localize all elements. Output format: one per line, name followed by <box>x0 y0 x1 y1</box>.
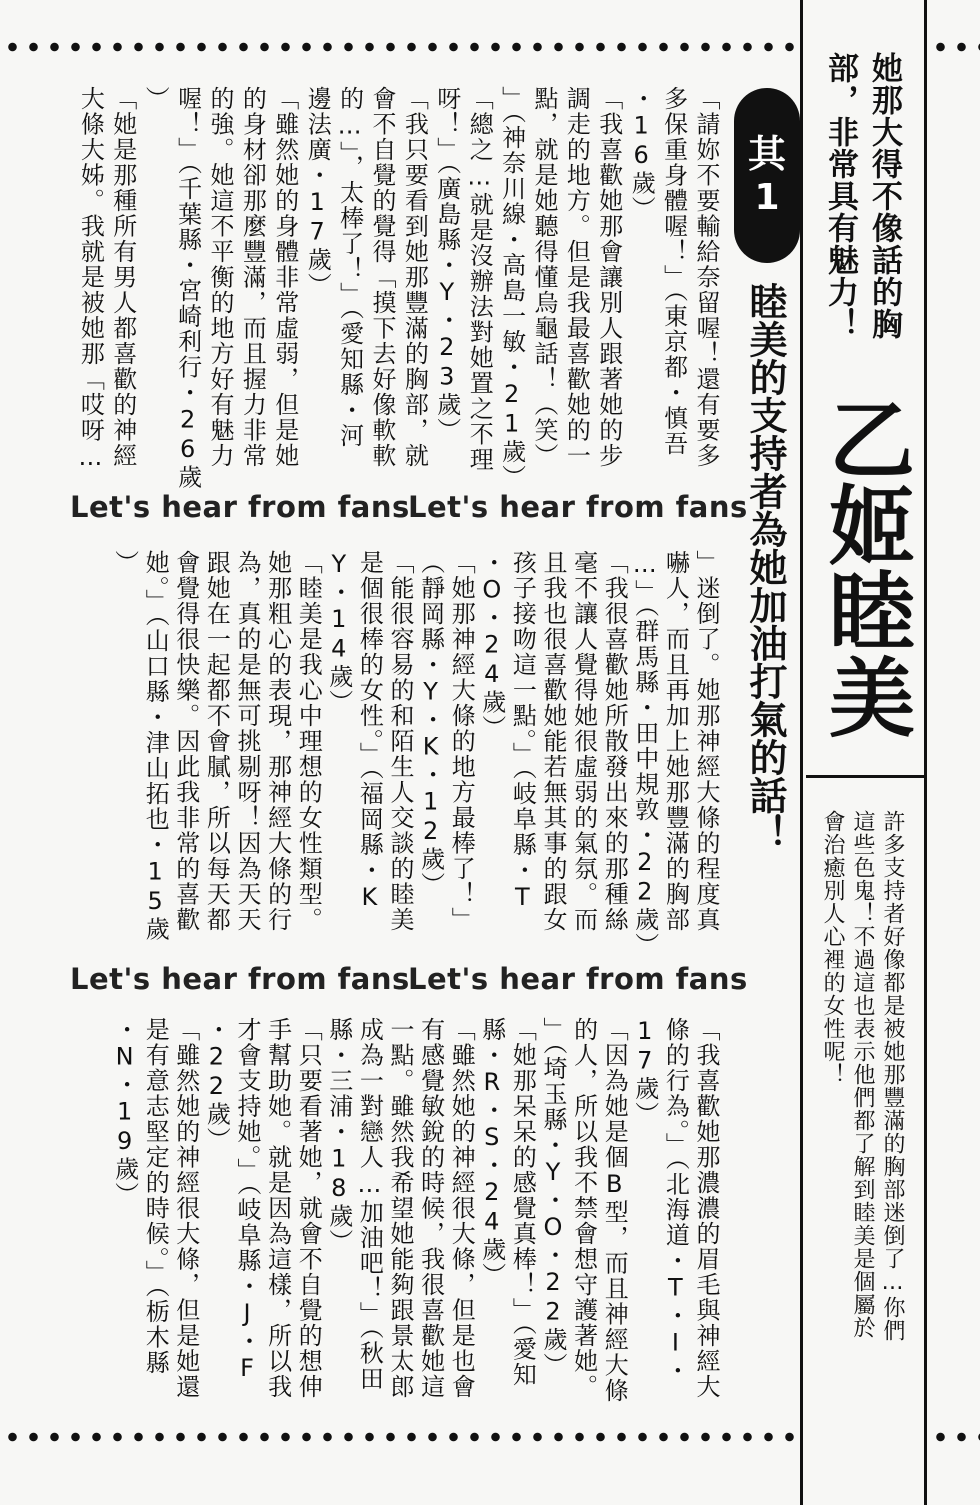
fans-banner-2a: Let's hear from fans <box>70 962 410 996</box>
section2-line: 是個很棒的女性。」（福岡縣・K <box>355 550 384 913</box>
section3-line: 「雖然她的神經很大條，但是也會 <box>447 1017 476 1400</box>
section3-line: 成為一對戀人…加油吧！」（秋田 <box>355 1017 384 1392</box>
section1-line: 喔！」（千葉縣・宮崎利行・26歲 <box>173 86 202 490</box>
side-tagline-line-2: 部，非常具有魅力！ <box>822 52 858 340</box>
section2-line: ・O・24歲） <box>477 550 506 741</box>
section2-line: 會覺得很快樂。因此我非常的喜歡 <box>171 550 200 933</box>
section2-line: 毫不讓人覺得她很虛弱的氣氛。而 <box>569 550 598 933</box>
section2-line: 跟她在一起都不會膩，所以每天都 <box>202 550 231 933</box>
side-frame-line <box>924 0 927 1505</box>
section1-line: 的身材卻那麼豐滿，而且握力非常 <box>238 86 267 469</box>
section1-line: 「我喜歡她那會讓別人跟著她的步 <box>594 86 623 469</box>
section2-line: 「我很喜歡她所散發出來的那種絲 <box>600 550 629 933</box>
character-name: 乙姬睦美 <box>814 395 914 739</box>
section3-line: 是有意志堅定的時候。」（栃木縣 <box>141 1017 170 1376</box>
section1-line: 邊法廣・17歲） <box>303 86 332 298</box>
section3-line: 「只要看著她，就會不自覺的想伸 <box>294 1017 323 1400</box>
section1-line: 點，就是她聽得懂烏龜話！（笑） <box>530 86 558 469</box>
side-tagline-line-1: 她那大得不像話的胸 <box>866 52 902 340</box>
section-subtitle: 睦美的支持者為她加油打氣的話！ <box>743 282 787 852</box>
section1-line: 調走的地方。但是我最喜歡她的一 <box>562 86 591 469</box>
top-right-dot-border <box>930 40 980 54</box>
section3-line: 」（埼玉縣・Y・O・22歲） <box>539 1017 567 1378</box>
section1-line: 的…」，太棒了！」（愛知縣・河 <box>335 86 364 449</box>
section1-line: 「請妳不要輸給奈留喔！還有要多 <box>692 86 720 469</box>
section2-line: 為，真的是無可挑剔呀！因為天天 <box>233 550 261 933</box>
section3-line: 「我喜歡她那濃濃的眉毛與神經大 <box>692 1017 720 1400</box>
section2-line: 她那粗心的表現，那神經大條的行 <box>263 550 292 933</box>
section3-line: 縣・三浦・18歲） <box>324 1017 353 1255</box>
section2-line: （靜岡縣・Y・K・12歲） <box>416 550 445 898</box>
section1-line: 大條大姊。我就是被她那「哎呀… <box>76 86 105 473</box>
bottom-right-dot-border <box>930 1430 980 1444</box>
section3-line: 手幫助她。就是因為這樣，所以我 <box>263 1017 292 1400</box>
section2-line: 「睦美是我心中理想的女性類型。 <box>294 550 323 933</box>
section2-line: 「能很容易的和陌生人交談的睦美 <box>386 550 414 933</box>
section2-line: 嚇人，而且再加上她那豐滿的胸部 <box>661 550 690 933</box>
section3-line: 縣・R・S・24歲） <box>477 1017 506 1288</box>
fans-banner-2b: Let's hear from fans <box>408 962 748 996</box>
section3-line: ・N・19歲） <box>110 1017 139 1208</box>
section2-line: 」迷倒了。她那神經大條的程度真 <box>692 550 720 933</box>
section3-line: 才會支持她。」（岐阜縣・J・F <box>233 1017 261 1384</box>
top-dot-border <box>2 40 797 54</box>
section3-line: 條的行為。」（北海道・T・I・ <box>661 1017 690 1384</box>
badge-number: 1 <box>754 176 780 218</box>
badge-kanji: 其 <box>747 131 786 176</box>
section1-line: ・16歲） <box>627 86 656 222</box>
section3-line: 「雖然她的神經很大條，但是她還 <box>171 1017 200 1400</box>
main-frame-line <box>800 0 803 1505</box>
section1-line: 「她是那種所有男人都喜歡的神經 <box>108 86 137 469</box>
section3-line: ・22歲） <box>202 1017 231 1153</box>
section1-line: 」（神奈川線・高島一敏・21歲） <box>497 86 526 490</box>
side-intro-line-3: 會治癒別人心裡的女性呢！ <box>820 810 845 1086</box>
section1-line: 的強。她這不平衡的地方好有魅力 <box>206 86 234 469</box>
side-intro-line-1: 許多支持者好像都是被她那豐滿的胸部迷倒了…你們 <box>880 810 905 1342</box>
section1-line: 多保重身體喔！」（東京都・慎吾 <box>659 86 688 457</box>
section1-line: 會不自覺的覺得「摸下去好像軟軟 <box>368 86 396 469</box>
section1-line: 呀！」（廣島縣・Y・23歲） <box>432 86 461 443</box>
section1-line: 「總之…就是沒辦法對她置之不理 <box>465 86 494 473</box>
section2-line: Y・14歲） <box>324 550 353 715</box>
section2-line: 「她那神經大條的地方最棒了！」 <box>447 550 476 933</box>
section3-line: 17歲） <box>630 1017 659 1127</box>
fans-banner-1a: Let's hear from fans <box>70 490 410 524</box>
section2-line: ） <box>110 550 139 576</box>
side-intro-line-2: 這些色鬼！不過這也表示他們都了解到睦美是個屬於 <box>850 810 875 1339</box>
section3-line: 有感覺敏銳的時候，我很喜歡她這 <box>416 1017 445 1400</box>
fans-banner-1b: Let's hear from fans <box>408 490 748 524</box>
section3-line: 「因為她是個B型，而且神經大條 <box>600 1017 629 1404</box>
section1-line: 「雖然她的身體非常虛弱，但是她 <box>270 86 299 469</box>
section3-line: 「她那呆呆的感覺真棒！」（愛知 <box>508 1017 537 1388</box>
section2-line: 孩子接吻這一點。」（岐阜縣・T <box>508 550 537 913</box>
section3-line: 的人，所以我不禁會想守護著她。 <box>569 1017 598 1400</box>
section1-line: 「我只要看到她那豐滿的胸部，就 <box>400 86 429 469</box>
section2-line: 且我也很喜歡她能若無其事的跟女 <box>539 550 567 933</box>
section2-line: …」（群馬縣・田中規敦・22歲） <box>630 550 659 958</box>
section3-line: 一點。雖然我希望她能夠跟景太郎 <box>386 1017 414 1400</box>
chapter-badge <box>734 88 800 263</box>
section1-line: ） <box>141 86 170 112</box>
side-divider <box>806 775 926 778</box>
bottom-dot-border <box>2 1430 797 1444</box>
section2-line: 她。」（山口縣・津山拓也・15歲 <box>141 550 170 942</box>
